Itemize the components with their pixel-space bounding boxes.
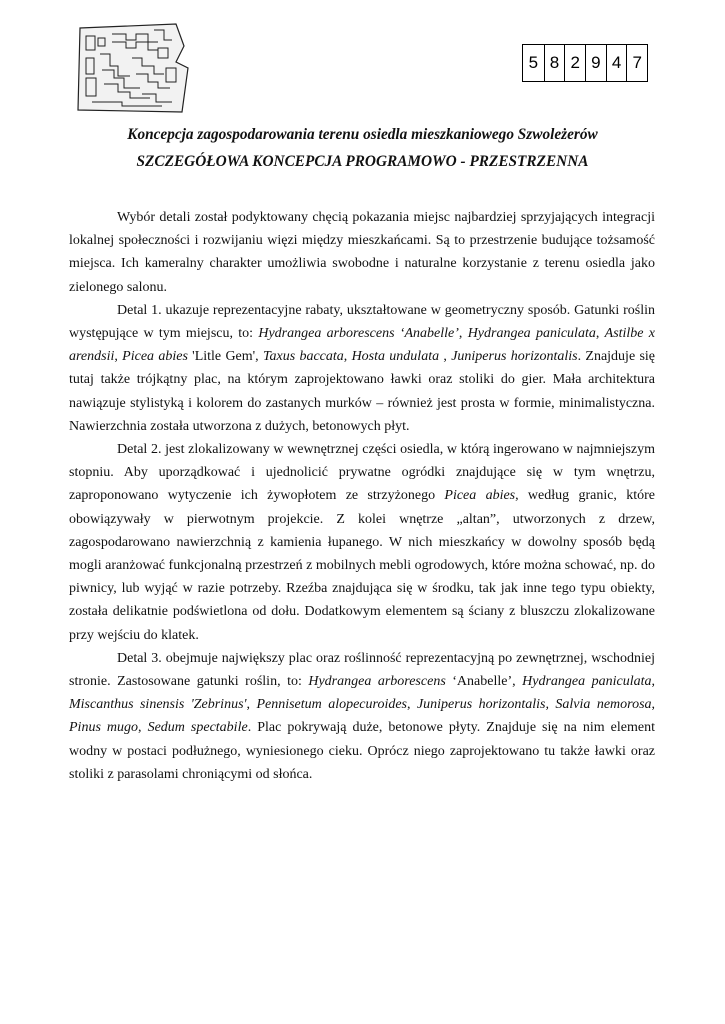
code-digit: 2 xyxy=(564,45,585,81)
code-digit: 8 xyxy=(544,45,565,81)
code-digit: 9 xyxy=(585,45,606,81)
site-plan-logo-icon xyxy=(72,18,190,116)
paragraph-detail-1: Detal 1. ukazuje reprezentacyjne rabaty, ukształtowane w geometryczny sposób. Gatunki roślin występujące w tym miejscu, to: Hydrangea arborescens ‘Anabelle’, Hydrangea paniculata, Astilbe x arendsii, Picea abies 'Litle Gem', Taxus baccata, Hosta undulata , Juniperus horizontalis. Znajduje się tutaj także trójkątny plac, na którym zaprojektowano ławki oraz stoliki do gier. Mała architektura nawiązuje stylistyką i kolorem do zastanych murków – również jest prosta w formie, minimalistyczna. Nawierzchnia została utworzona z dużych, betonowych płyt. xyxy=(69,302,656,434)
paragraph-intro: Wybór detali został podyktowany chęcią pokazania miejsc najbardziej sprzyjających integracji lokalnej społeczności i rozwijaniu więzi między mieszkańcami. Są to przestrzenie budujące tożsamość miejsca. Ich kameralny charakter umożliwia swobodne i naturalne korzystanie z terenu osiedla jako zielonego salonu. xyxy=(69,210,655,295)
paragraph-detail-2: Detal 2. jest zlokalizowany w wewnętrznej części osiedla, w którą ingerowano w najmniejszym stopniu. Aby uporządkować i ujednolicić prywatne ogródki znajdujące się w tym wnętrzu, zaproponowano wytyczenie ich żywopłotem ze strzyżonego Picea abies, według granic, które obowiązywały w pierwotnym projekcie. Z kolei wnętrze „altan”, utworzonych z drzew, zagospodarowano nawierzchnią z kamienia łupanego. W nich mieszkańcy w dowolny sposób będą mogli aranżować funkcjonalną przestrzeń z mobilnych mebli ogrodowych, które można schować, np. do piwnicy, lub wyjąć w razie potrzeby. Rzeźba znajdująca się w środku, tak jak inne tego typu obiekty, została delikatnie podświetlona od dołu. Dodatkowym elementem są ściany z bluszczu zlokalizowane przy wejściu do klatek. xyxy=(69,442,656,643)
document-body xyxy=(69,206,655,786)
paragraph-detail-3: Detal 3. obejmuje największy plac oraz roślinność reprezentacyjną po zewnętrznej, wschodniej stronie. Zastosowane gatunki roślin, to: Hydrangea arborescens ‘Anabelle’, Hydrangea paniculata, Miscanthus sinensis 'Zebrinus', Pennisetum alopecuroides, Juniperus horizontalis, Salvia nemorosa, Pinus mugo, Sedum spectabile. Plac pokrywają duże, betonowe płyty. Znajduje się na nim element wodny w postaci podłużnego, wyniesionego cieku. Oprócz niego zaprojektowano tu także ławki oraz stoliki z parasolami chroniącymi od słońca. xyxy=(69,650,656,782)
document-code-boxes xyxy=(522,44,648,82)
code-digit: 7 xyxy=(626,45,647,81)
code-digit: 4 xyxy=(606,45,627,81)
document-title: Koncepcja zagospodarowania terenu osiedla mieszkaniowego Szwoleżerów xyxy=(127,126,598,143)
code-digit: 5 xyxy=(528,53,539,72)
document-subtitle: SZCZEGÓŁOWA KONCEPCJA PROGRAMOWO - PRZESTRZENNA xyxy=(136,153,589,170)
